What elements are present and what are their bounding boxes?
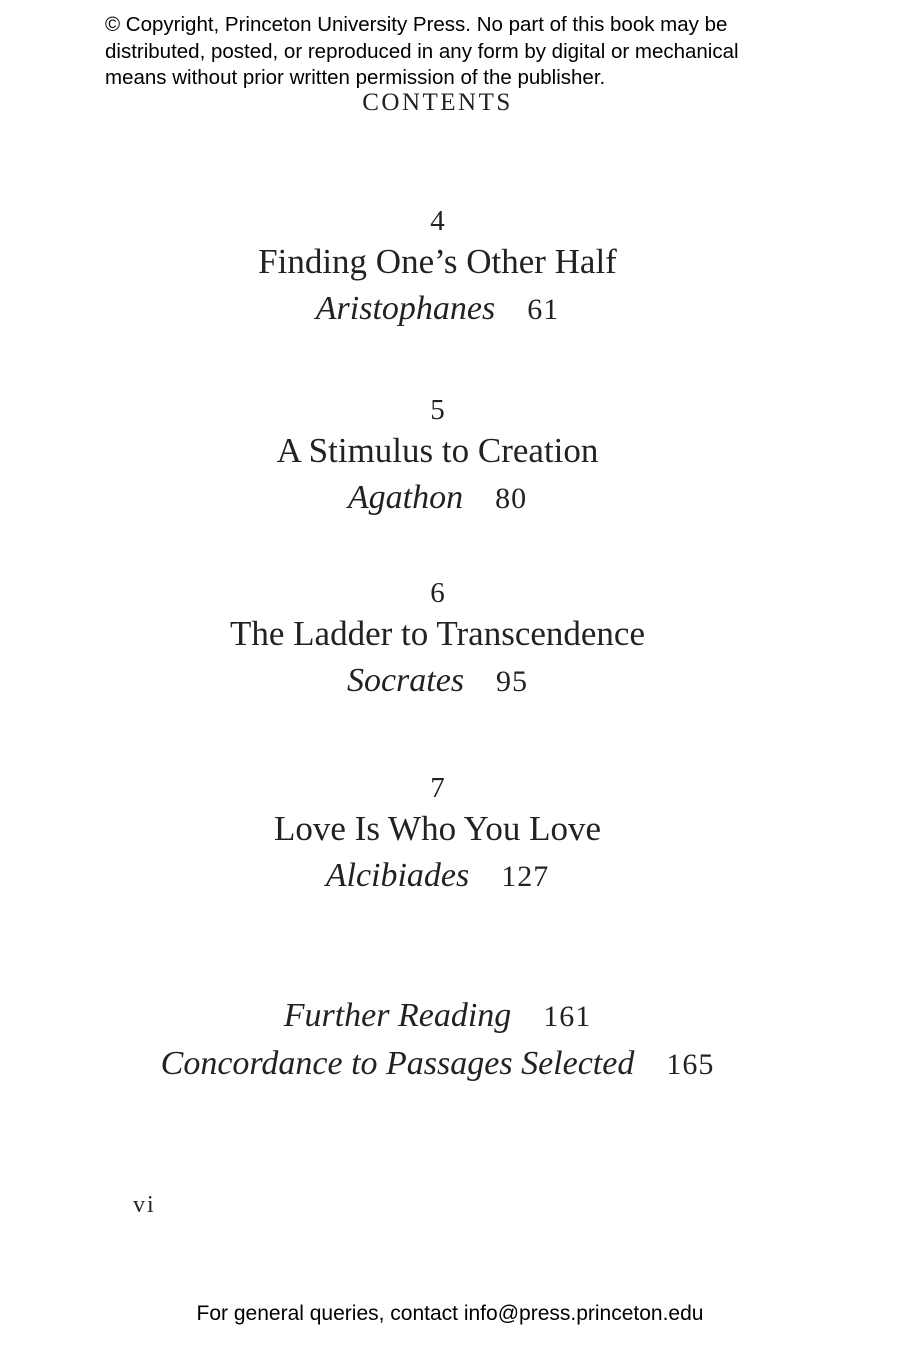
- toc-entry-further-reading: [0, 992, 875, 1040]
- toc-entry-concordance: [0, 1040, 875, 1088]
- chapter-speaker-line: [0, 852, 875, 900]
- chapter-speaker-line: [0, 657, 875, 705]
- toc-entry-chapter-6: [0, 575, 875, 705]
- page-number: 165: [666, 1048, 715, 1081]
- page-number: 95: [496, 665, 529, 698]
- chapter-title: The Ladder to Transcendence: [230, 614, 645, 653]
- chapter-speaker-line: [0, 474, 875, 522]
- contents-heading: CONTENTS: [362, 89, 513, 116]
- chapter-title: Love Is Who You Love: [274, 809, 601, 848]
- speaker-name: Socrates: [346, 662, 465, 699]
- page-number: 161: [543, 1000, 592, 1033]
- toc-entry-chapter-7: [0, 770, 875, 900]
- chapter-title: Finding One’s Other Half: [258, 242, 617, 281]
- chapter-number: 6: [430, 577, 445, 609]
- page-number: 127: [501, 860, 550, 893]
- chapter-number: 4: [430, 205, 445, 237]
- chapter-title: A Stimulus to Creation: [276, 431, 599, 470]
- chapter-number: 5: [430, 394, 445, 426]
- page-folio: vi: [133, 1192, 156, 1218]
- page-number: 61: [527, 293, 560, 326]
- footer-contact: For general queries, contact info@press.princeton.edu: [196, 1302, 704, 1325]
- back-matter-title: Concordance to Passages Selected: [160, 1045, 635, 1082]
- toc-back-matter: [0, 992, 875, 1088]
- back-matter-title: Further Reading: [283, 997, 512, 1034]
- speaker-name: Alcibiades: [325, 857, 470, 894]
- page-number: 80: [495, 482, 528, 515]
- chapter-speaker-line: [0, 285, 875, 333]
- copyright-line: © Copyright, Princeton University Press. No part of this book may be: [105, 13, 728, 36]
- speaker-name: Agathon: [347, 479, 464, 516]
- speaker-name: Aristophanes: [315, 290, 496, 327]
- copyright-line: distributed, posted, or reproduced in any form by digital or mechanical: [105, 39, 739, 63]
- copyright-line: means without prior written permission of the publisher.: [105, 66, 606, 89]
- chapter-number: 7: [430, 772, 445, 804]
- toc-entry-chapter-5: [0, 392, 875, 522]
- copyright-notice: [105, 12, 825, 92]
- toc-entry-chapter-4: [0, 203, 875, 333]
